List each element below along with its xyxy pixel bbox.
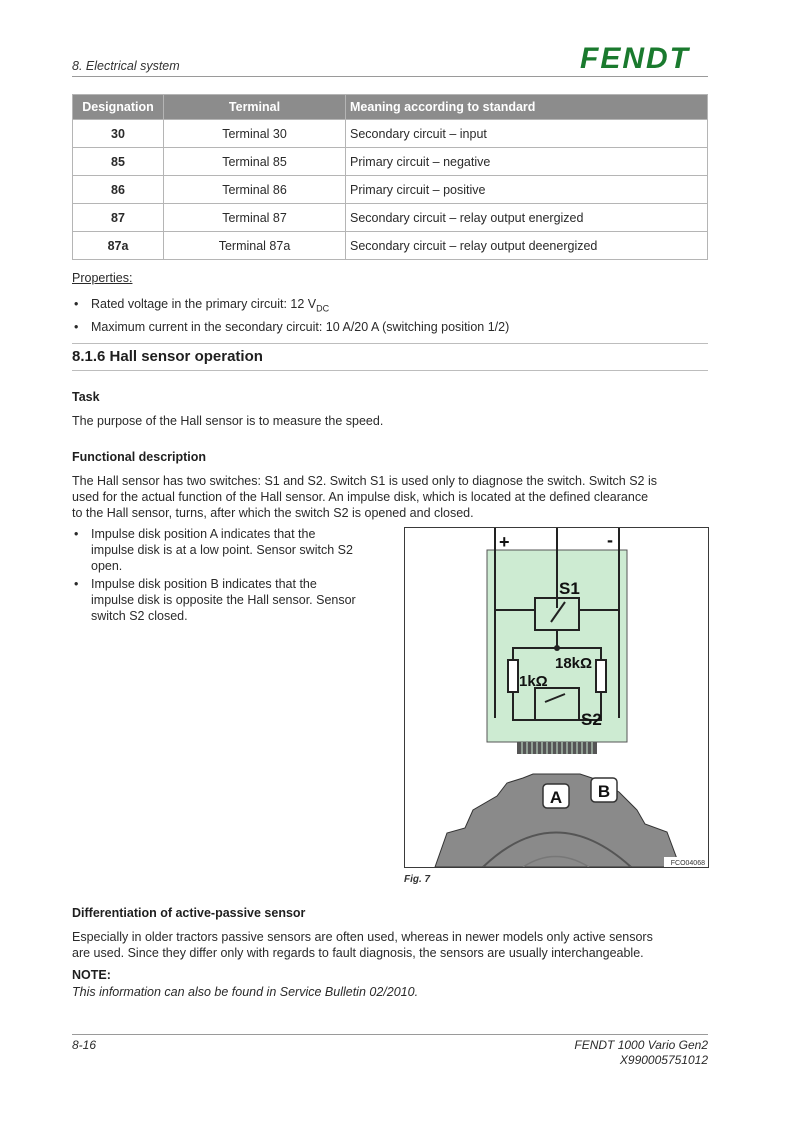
list-item: [72, 576, 392, 624]
column-header-designation: Designation: [73, 95, 164, 120]
paragraph-line: Especially in older tractors passive sensors are often used, whereas in newer models only active sensors: [72, 930, 653, 944]
section-heading: 8.1.6 Hall sensor operation: [72, 348, 263, 365]
property-subscript: DC: [316, 303, 330, 314]
bullet-icon: •: [74, 319, 79, 334]
properties-heading: Properties:: [72, 271, 133, 285]
property-text: Rated voltage in the primary circuit: 12 V: [91, 297, 317, 311]
meaning-cell: Primary circuit – positive: [346, 176, 708, 204]
section-divider-top: [72, 343, 708, 344]
fendt-logo: [562, 44, 708, 72]
impulse-disk-list: [72, 526, 392, 624]
terminal-cell: Terminal 85: [164, 148, 346, 176]
designation-cell: 86: [73, 176, 164, 204]
column-header-meaning: Meaning according to standard: [346, 95, 708, 120]
list-line: switch S2 closed.: [91, 609, 188, 623]
footer-doc-number: X990005751012: [619, 1053, 708, 1067]
list-item: [72, 319, 712, 335]
list-item: [72, 526, 392, 574]
s2-label: S2: [581, 710, 602, 729]
figure-code: FCO04068: [670, 860, 705, 867]
section-divider-bottom: [72, 370, 708, 371]
list-line: Impulse disk position A indicates that the: [91, 527, 316, 541]
hall-sensor-diagram: [405, 528, 708, 867]
functional-description: [72, 473, 712, 521]
list-line: Impulse disk position B indicates that the: [91, 577, 317, 591]
paragraph-line: used for the actual function of the Hall sensor. An impulse disk, which is located at the defined clearance: [72, 490, 649, 504]
resistor-18k: [596, 660, 606, 692]
meaning-cell: Secondary circuit – relay output energized: [346, 204, 708, 232]
meaning-cell: Secondary circuit – input: [346, 120, 708, 148]
resistor-1k: [508, 660, 518, 692]
properties-list: [72, 296, 712, 335]
designation-cell: 30: [73, 120, 164, 148]
minus-label: -: [607, 530, 613, 550]
bullet-icon: •: [74, 297, 79, 311]
bullet-icon: •: [74, 527, 79, 541]
r18k-label: 18kΩ: [555, 655, 593, 672]
page-number: 8-16: [72, 1038, 97, 1052]
footer-doc-info: [574, 1038, 708, 1068]
list-line: open.: [91, 559, 123, 573]
plus-label: +: [499, 532, 510, 552]
differentiation-text: [72, 929, 712, 961]
terminal-cell: Terminal 87a: [164, 232, 346, 260]
r1k-label: 1kΩ: [519, 673, 548, 690]
note-heading: NOTE:: [72, 968, 111, 982]
designation-cell: 85: [73, 148, 164, 176]
meaning-cell: Secondary circuit – relay output deenergized: [346, 232, 708, 260]
list-line: impulse disk is opposite the Hall sensor. Sensor: [91, 593, 356, 607]
paragraph-line: to the Hall sensor, turns, after which the switch S2 is opened and closed.: [72, 506, 474, 520]
task-text: The purpose of the Hall sensor is to measure the speed.: [72, 414, 384, 428]
header-divider: [72, 76, 708, 77]
hall-sensor-figure: [404, 527, 709, 868]
position-b-label: B: [597, 782, 611, 801]
figure-caption: Fig. 7: [404, 874, 431, 885]
property-text: Maximum current in the secondary circuit: 10 A/20 A (switching position 1/2): [91, 319, 510, 334]
task-heading: Task: [72, 390, 100, 404]
terminal-cell: Terminal 30: [164, 120, 346, 148]
footer-model: FENDT 1000 Vario Gen2: [574, 1038, 708, 1052]
position-a-label: A: [549, 788, 563, 807]
paragraph-line: The Hall sensor has two switches: S1 and S2. Switch S1 is used only to diagnose the switch. Switch S2 is: [72, 474, 658, 488]
bullet-icon: •: [74, 577, 79, 591]
meaning-cell: Primary circuit – negative: [346, 148, 708, 176]
table-row: [73, 204, 708, 232]
note-text: This information can also be found in Service Bulletin 02/2010.: [72, 985, 419, 999]
table-row: [73, 120, 708, 148]
list-line: impulse disk is at a low point. Sensor switch S2: [91, 543, 353, 557]
designation-cell: 87a: [73, 232, 164, 260]
column-header-terminal: Terminal: [164, 95, 346, 120]
table-row: [73, 232, 708, 260]
differentiation-heading: Differentiation of active-passive sensor: [72, 906, 306, 920]
footer-divider: [72, 1034, 708, 1035]
terminal-table: [72, 94, 708, 260]
terminal-cell: Terminal 87: [164, 204, 346, 232]
designation-cell: 87: [73, 204, 164, 232]
logo-text: FENDT: [580, 44, 690, 72]
paragraph-line: are used. Since they differ only with regards to fault diagnosis, the sensors are usually interchangeable.: [72, 946, 644, 960]
table-header-row: [73, 95, 708, 120]
functional-heading: Functional description: [72, 450, 207, 464]
s1-label: S1: [559, 579, 580, 598]
table-row: [73, 148, 708, 176]
section-label: 8. Electrical system: [72, 59, 180, 73]
terminal-cell: Terminal 86: [164, 176, 346, 204]
table-row: [73, 176, 708, 204]
list-item: [72, 296, 712, 317]
